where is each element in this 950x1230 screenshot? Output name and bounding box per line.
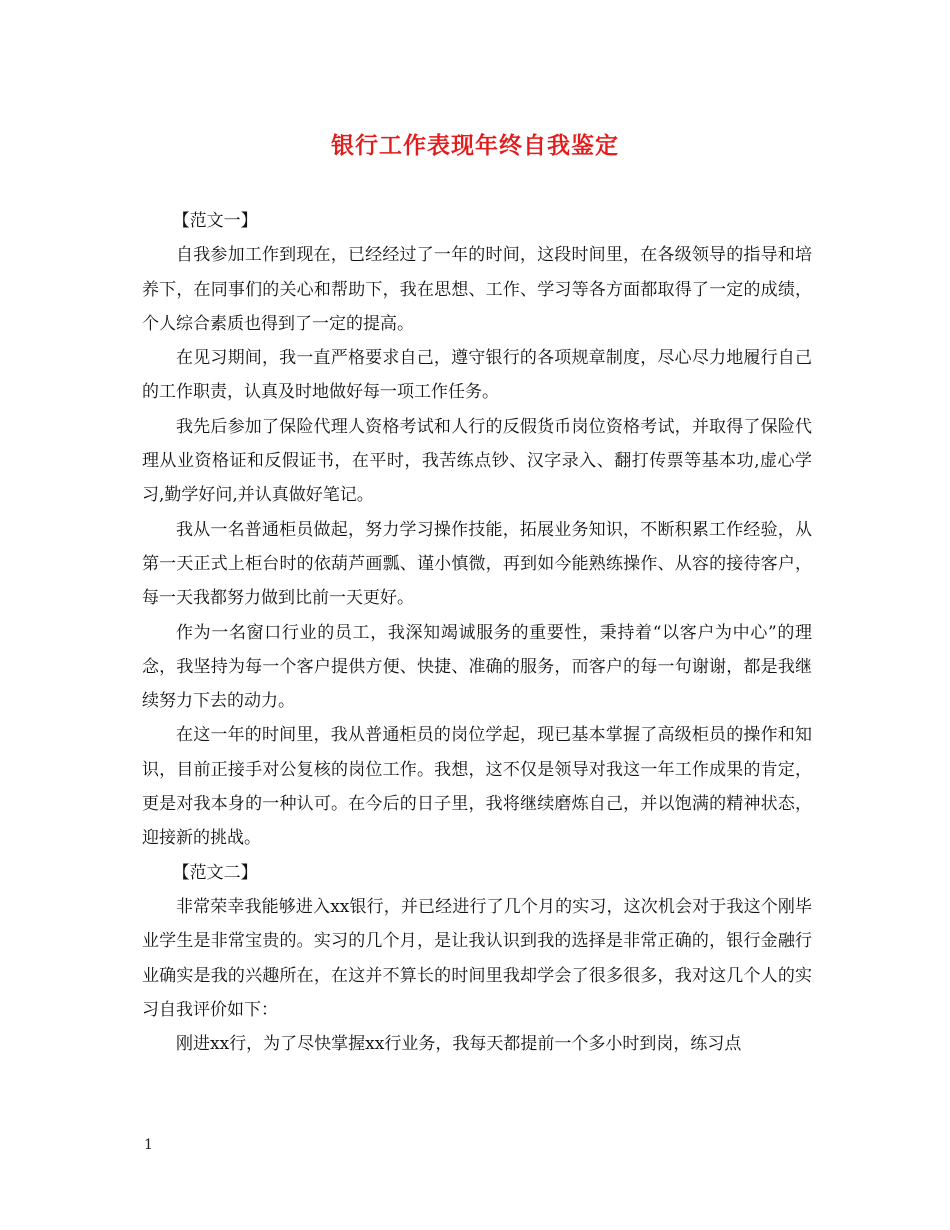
paragraph: 刚进xx行，为了尽快掌握xx行业务，我每天都提前一个多小时到岗，练习点: [176, 1034, 742, 1055]
section-heading-1: 【范文一】: [172, 211, 258, 231]
document-body: [142, 204, 812, 1061]
paragraph: 在这一年的时间里，我从普通柜员的岗位学起，现已基本掌握了高级柜员的操作和知识，目前正接手对公复核的岗位工作。我想，这不仅是领导对我这一年工作成果的肯定，更是对我本身的一种认可。在今后的日子里，我将继续磨炼自己，并以饱满的精神状态，迎接新的挑战。: [142, 725, 812, 849]
page-number: 1: [144, 1137, 153, 1153]
paragraph: 我从一名普通柜员做起，努力学习操作技能，拓展业务知识，不断积累工作经验，从第一天正式上柜台时的依葫芦画瓢、谨小慎微，再到如今能熟练操作、从容的接待客户，每一天我都努力做到比前一天更好。: [142, 519, 812, 609]
paragraph: 在见习期间，我一直严格要求自己，遵守银行的各项规章制度，尽心尽力地履行自己的工作职责，认真及时地做好每一项工作任务。: [142, 348, 812, 403]
paragraph: 我先后参加了保险代理人资格考试和人行的反假货币岗位资格考试，并取得了保险代理从业资格证和反假证书，在平时，我苦练点钞、汉字录入、翻打传票等基本功,虚心学习,勤学好问,并认真做好笔记。: [142, 416, 812, 506]
section-heading-2: 【范文二】: [172, 862, 258, 883]
paragraph: 非常荣幸我能够进入xx银行，并已经进行了几个月的实习，这次机会对于我这个刚毕业学生是非常宝贵的。实习的几个月，是让我认识到我的选择是非常正确的，银行金融行业确实是我的兴趣所在，在这并不算长的时间里我却学会了很多很多，我对这几个人的实习自我评价如下：: [142, 896, 812, 1020]
paragraph: 自我参加工作到现在，已经经过了一年的时间，这段时间里，在各级领导的指导和培养下，在同事们的关心和帮助下，我在思想、工作、学习等各方面都取得了一定的成绩，个人综合素质也得到了一定的提高。: [142, 245, 812, 334]
document-title: 银行工作表现年终自我鉴定: [331, 132, 619, 159]
paragraph: 作为一名窗口行业的员工，我深知竭诚服务的重要性，秉持着“以客户为中心”的理念，我坚持为每一个客户提供方便、快捷、准确的服务，而客户的每一句谢谢，都是我继续努力下去的动力。: [142, 622, 812, 712]
